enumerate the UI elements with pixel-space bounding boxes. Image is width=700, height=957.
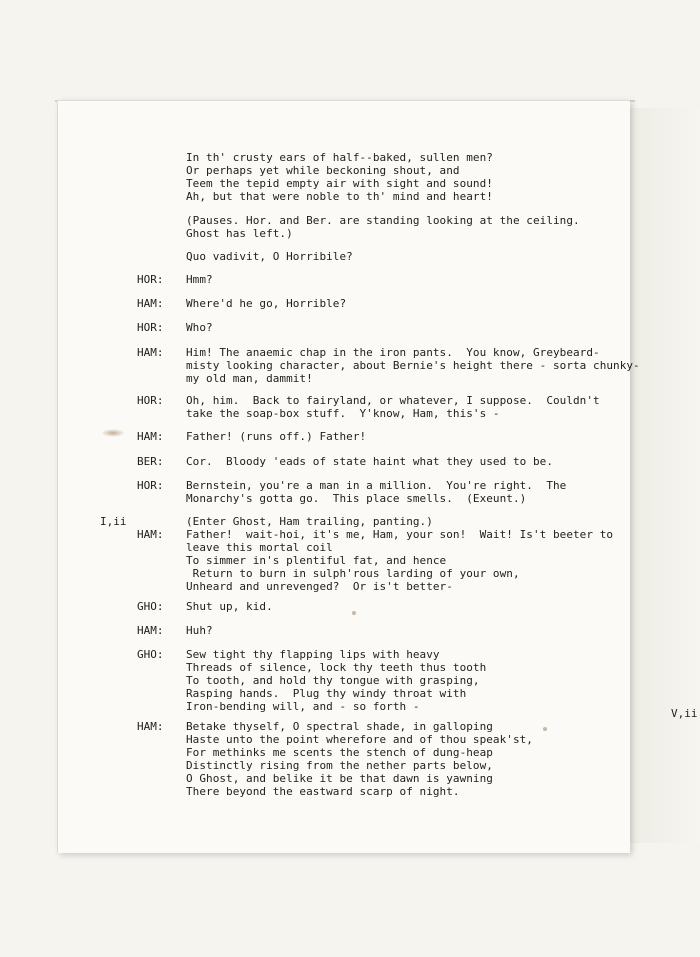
dialogue [186, 600, 273, 613]
dialogue [186, 394, 600, 420]
line: For methinks me scents the stench of dung-heap [186, 746, 493, 759]
ink-spot [543, 727, 547, 731]
dialogue [186, 528, 613, 593]
line: Shut up, kid. [186, 600, 273, 613]
line: leave this mortal coil [186, 541, 333, 554]
line: There beyond the eastward scarp of night. [186, 785, 460, 798]
line: (Enter Ghost, Ham trailing, panting.) [186, 515, 433, 528]
line: Father! wait-hoi, it's me, Ham, your son! Wait! Is't beeter to [186, 528, 614, 541]
line: Bernstein, you're a man in a million. You're right. The [186, 479, 567, 492]
dialogue [186, 624, 213, 637]
line: Father! (runs off.) Father! [186, 430, 367, 443]
dialogue [186, 648, 486, 713]
line: (Pauses. Hor. and Ber. are standing looking at the ceiling. [186, 214, 580, 227]
dialogue [186, 720, 533, 798]
verse-block [186, 151, 493, 203]
line: Cor. Bloody 'eads of state haint what they used to be. [186, 455, 553, 468]
stage-direction [186, 515, 433, 528]
ink-spot [352, 611, 356, 615]
speaker-label: HAM: [137, 297, 164, 310]
line: To tooth, and hold thy tongue with grasping, [186, 674, 480, 687]
dialogue [186, 455, 553, 468]
dialogue [186, 479, 566, 505]
speaker-label: HAM: [137, 624, 164, 637]
dialogue [186, 273, 213, 286]
scene-marker-left: I,ii [100, 515, 127, 528]
line: Iron-bending will, and - so forth - [186, 700, 420, 713]
speaker-label: GHO: [137, 600, 164, 613]
line: O Ghost, and belike it be that dawn is yawning [186, 772, 493, 785]
line: Who? [186, 321, 213, 334]
speaker-label: HAM: [137, 528, 164, 541]
line: misty looking character, about Bernie's height there - sorta chunky- [186, 359, 640, 372]
speaker-label: HOR: [137, 394, 164, 407]
line: Threads of silence, lock thy teeth thus tooth [186, 661, 487, 674]
stage-direction [186, 214, 580, 240]
line: Haste unto the point wherefore and of thou speak'st, [186, 733, 533, 746]
line: Betake thyself, O spectral shade, in galloping [186, 720, 493, 733]
dialogue [186, 297, 346, 310]
dialogue [186, 346, 640, 385]
line: To simmer in's plentiful fat, and hence [186, 554, 447, 567]
line: Monarchy's gotta go. This place smells. (Exeunt.) [186, 492, 527, 505]
speaker-label: GHO: [137, 648, 164, 661]
line: take the soap-box stuff. Y'know, Ham, this's - [186, 407, 500, 420]
line: Ah, but that were noble to th' mind and heart! [186, 190, 493, 203]
next-page-edge [630, 108, 700, 843]
ink-smudge [101, 429, 125, 437]
line: Quo vadivit, O Horribile? [186, 250, 353, 263]
line: Or perhaps yet while beckoning shout, and [186, 164, 460, 177]
dialogue [186, 321, 213, 334]
line: Teem the tepid empty air with sight and sound! [186, 177, 493, 190]
dialogue [186, 430, 366, 443]
line: Huh? [186, 624, 213, 637]
scene-marker-right: V,ii [671, 707, 698, 720]
line: Where'd he go, Horrible? [186, 297, 347, 310]
speaker-label: BER: [137, 455, 164, 468]
line: Return to burn in sulph'rous larding of your own, [186, 567, 520, 580]
line: my old man, dammit! [186, 372, 313, 385]
speaker-label: HAM: [137, 720, 164, 733]
line: Ghost has left.) [186, 227, 293, 240]
line: Sew tight thy flapping lips with heavy [186, 648, 440, 661]
line: Him! The anaemic chap in the iron pants. You know, Greybeard- [186, 346, 600, 359]
speaker-label: HOR: [137, 273, 164, 286]
speaker-label: HOR: [137, 321, 164, 334]
speaker-label: HAM: [137, 346, 164, 359]
line: Unheard and unrevenged? Or is't better- [186, 580, 453, 593]
speaker-label: HAM: [137, 430, 164, 443]
line: Rasping hands. Plug thy windy throat with [186, 687, 467, 700]
line: Oh, him. Back to fairyland, or whatever, I suppose. Couldn't [186, 394, 600, 407]
speaker-label: HOR: [137, 479, 164, 492]
line: Hmm? [186, 273, 213, 286]
line: In th' crusty ears of half--baked, sullen men? [186, 151, 493, 164]
line: Distinctly rising from the nether parts below, [186, 759, 493, 772]
verse-block [186, 250, 353, 263]
